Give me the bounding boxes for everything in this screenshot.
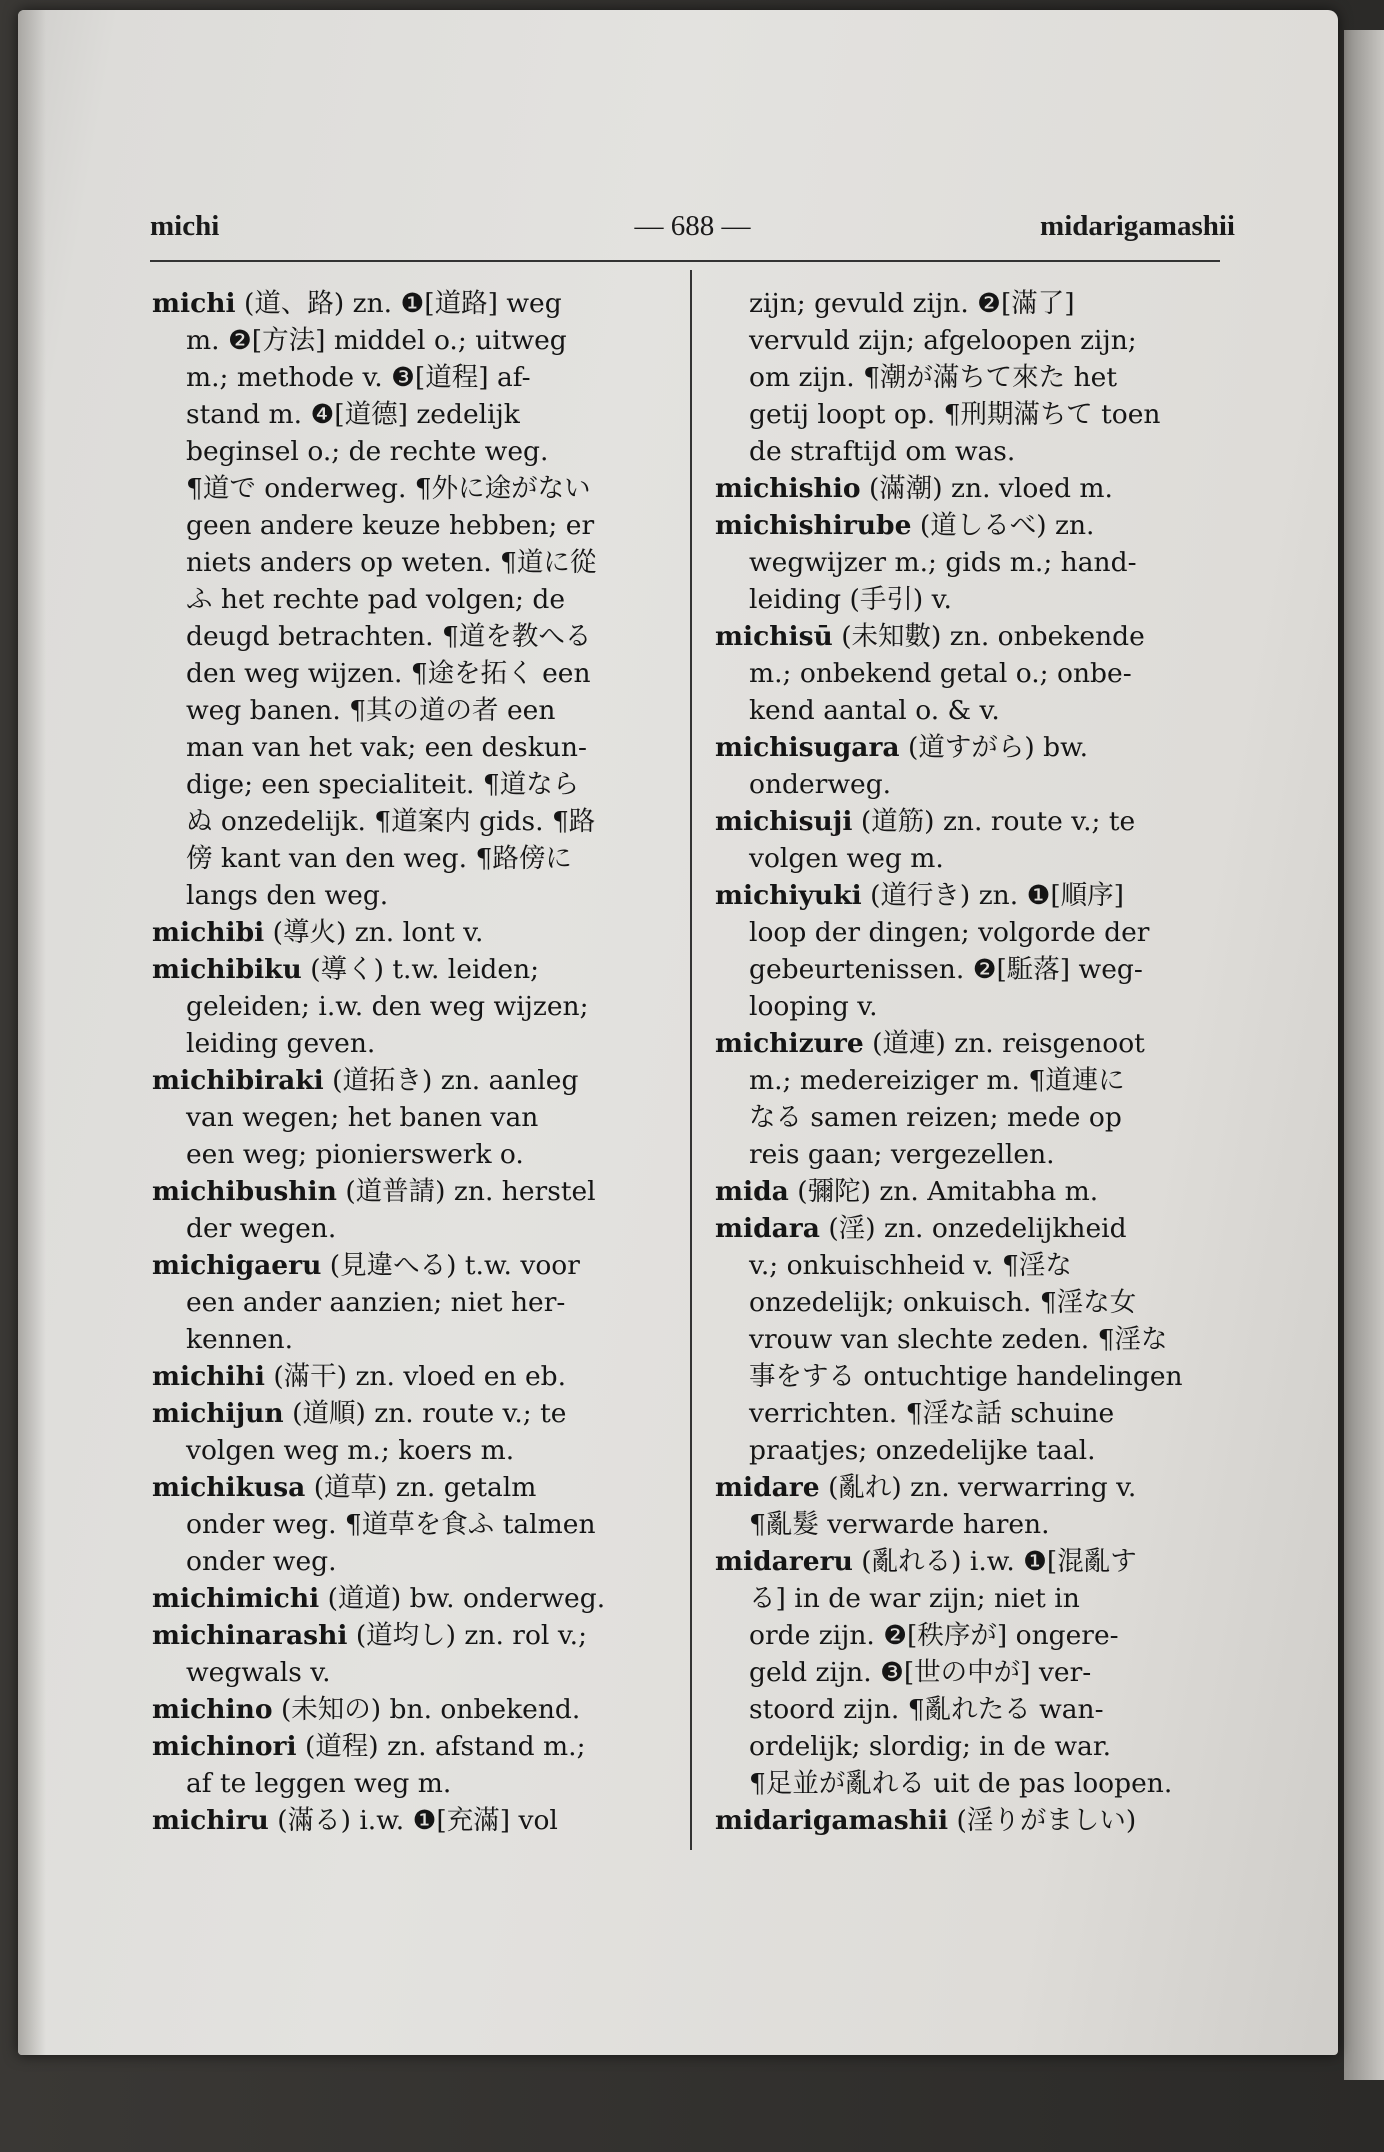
dictionary-line: michibi (導火) zn. lont v.: [152, 917, 484, 948]
dictionary-line: zijn; gevuld zijn. ❷[滿了]: [749, 288, 1075, 319]
column-divider: [690, 270, 692, 1850]
dictionary-line: geld zijn. ❸[世の中が] ver-: [749, 1657, 1092, 1688]
dictionary-line: langs den weg.: [186, 880, 389, 911]
dictionary-line: kend aantal o. & v.: [749, 695, 1000, 726]
dictionary-line: ふ het rechte pad volgen; de: [186, 584, 566, 615]
dictionary-line: volgen weg m.: [749, 843, 944, 874]
dictionary-line: de straftijd om was.: [749, 436, 1016, 467]
dictionary-line: 事をする ontuchtige handelingen: [749, 1361, 1183, 1392]
dictionary-line: loop der dingen; volgorde der: [749, 917, 1150, 948]
right-column: [715, 285, 1220, 1839]
dictionary-line: michihi (滿干) zn. vloed en eb.: [152, 1361, 567, 1392]
dictionary-line: る] in de war zijn; niet in: [749, 1583, 1080, 1614]
dictionary-line: beginsel o.; de rechte weg.: [186, 436, 549, 467]
dictionary-line: ordelijk; slordig; in de war.: [749, 1731, 1111, 1762]
dictionary-line: deugd betrachten. ¶道を教へる: [186, 621, 592, 652]
dictionary-line: onder weg.: [186, 1546, 337, 1577]
dictionary-line: gebeurtenissen. ❷[駈落] weg-: [749, 954, 1143, 985]
dictionary-line: midarigamashii (淫りがましい): [715, 1805, 1137, 1836]
dictionary-line: michikusa (道草) zn. getalm: [152, 1472, 537, 1503]
dictionary-line: getij loopt op. ¶刑期滿ちて toen: [749, 399, 1161, 430]
dictionary-line: praatjes; onzedelijke taal.: [749, 1435, 1096, 1466]
dictionary-line: m.; medereiziger m. ¶道連に: [749, 1065, 1125, 1096]
dictionary-line: vervuld zijn; afgeloopen zijn;: [749, 325, 1137, 356]
dictionary-line: michino (未知の) bn. onbekend.: [152, 1694, 581, 1725]
dictionary-line: michizure (道連) zn. reisgenoot: [715, 1028, 1145, 1059]
header-last-entry: midarigamashii: [1040, 210, 1235, 242]
dictionary-line: mida (彌陀) zn. Amitabha m.: [715, 1176, 1099, 1207]
page-number: — 688 —: [634, 210, 751, 242]
dictionary-line: vrouw van slechte zeden. ¶淫な: [749, 1324, 1168, 1355]
dictionary-line: onzedelijk; onkuisch. ¶淫な女: [749, 1287, 1137, 1318]
dictionary-line: michisū (未知數) zn. onbekende: [715, 621, 1145, 652]
header-first-entry: michi: [150, 210, 220, 242]
dictionary-line: stand m. ❹[道德] zedelijk: [186, 399, 520, 430]
dictionary-line: ¶亂髮 verwarde haren.: [749, 1509, 1050, 1540]
dictionary-line: onder weg. ¶道草を食ふ talmen: [186, 1509, 596, 1540]
dictionary-line: een ander aanzien; niet her-: [186, 1287, 566, 1318]
dictionary-line: van wegen; het banen van: [186, 1102, 539, 1133]
dictionary-line: 傍 kant van den weg. ¶路傍に: [186, 843, 572, 874]
dictionary-line: wegwals v.: [186, 1657, 331, 1688]
dictionary-line: leiding geven.: [186, 1028, 376, 1059]
dictionary-line: dige; een specialiteit. ¶道なら: [186, 769, 580, 800]
dictionary-line: michisuji (道筋) zn. route v.; te: [715, 806, 1136, 837]
dictionary-line: michiyuki (道行き) zn. ❶[順序]: [715, 880, 1125, 911]
dictionary-line: af te leggen weg m.: [186, 1768, 452, 1799]
dictionary-line: michishirube (道しるべ) zn.: [715, 510, 1095, 541]
header-rule: [150, 260, 1220, 262]
dictionary-line: ¶道で onderweg. ¶外に途がない: [186, 473, 591, 504]
dictionary-line: michinori (道程) zn. afstand m.;: [152, 1731, 586, 1762]
dictionary-line: leiding (手引) v.: [749, 584, 952, 615]
dictionary-line: michisugara (道すがら) bw.: [715, 732, 1089, 763]
dictionary-line: michibiku (導く) t.w. leiden;: [152, 954, 540, 985]
dictionary-line: kennen.: [186, 1324, 294, 1355]
dictionary-line: geleiden; i.w. den weg wijzen;: [186, 991, 589, 1022]
dictionary-line: michimichi (道道) bw. onderweg.: [152, 1583, 606, 1614]
dictionary-line: weg banen. ¶其の道の者 een: [186, 695, 556, 726]
dictionary-line: stoord zijn. ¶亂れたる wan-: [749, 1694, 1104, 1725]
dictionary-line: midare (亂れ) zn. verwarring v.: [715, 1472, 1137, 1503]
dictionary-line: michinarashi (道均し) zn. rol v.;: [152, 1620, 588, 1651]
dictionary-line: なる samen reizen; mede op: [749, 1102, 1122, 1133]
dictionary-line: verrichten. ¶淫な話 schuine: [749, 1398, 1115, 1429]
dictionary-line: m.; onbekend getal o.; onbe-: [749, 658, 1132, 689]
dictionary-line: michigaeru (見違へる) t.w. voor: [152, 1250, 580, 1281]
dictionary-line: der wegen.: [186, 1213, 337, 1244]
dictionary-line: wegwijzer m.; gids m.; hand-: [749, 547, 1137, 578]
left-column: [152, 285, 670, 1839]
dictionary-line: om zijn. ¶潮が滿ちて來た het: [749, 362, 1117, 393]
dictionary-line: ぬ onzedelijk. ¶道案内 gids. ¶路: [186, 806, 596, 837]
dictionary-line: michishio (滿潮) zn. vloed m.: [715, 473, 1113, 504]
dictionary-line: den weg wijzen. ¶途を拓く een: [186, 658, 591, 689]
dictionary-line: looping v.: [749, 991, 878, 1022]
dictionary-line: michijun (道順) zn. route v.; te: [152, 1398, 567, 1429]
dictionary-line: niets anders op weten. ¶道に從: [186, 547, 597, 578]
running-head: [150, 210, 1235, 254]
next-page-edge: [1344, 30, 1384, 2080]
dictionary-line: een weg; pionierswerk o.: [186, 1139, 524, 1170]
dictionary-line: orde zijn. ❷[秩序が] ongere-: [749, 1620, 1119, 1651]
dictionary-line: ¶足並が亂れる uit de pas loopen.: [749, 1768, 1173, 1799]
dictionary-line: geen andere keuze hebben; er: [186, 510, 595, 541]
dictionary-line: m. ❷[方法] middel o.; uitweg: [186, 325, 567, 356]
dictionary-line: midareru (亂れる) i.w. ❶[混亂す: [715, 1546, 1137, 1577]
dictionary-line: michi (道、路) zn. ❶[道路] weg: [152, 288, 562, 319]
dictionary-line: michibiraki (道拓き) zn. aanleg: [152, 1065, 579, 1096]
dictionary-line: man van het vak; een deskun-: [186, 732, 587, 763]
dictionary-line: midara (淫) zn. onzedelijkheid: [715, 1213, 1127, 1244]
dictionary-line: reis gaan; vergezellen.: [749, 1139, 1055, 1170]
dictionary-line: michibushin (道普請) zn. herstel: [152, 1176, 596, 1207]
dictionary-line: onderweg.: [749, 769, 892, 800]
dictionary-line: volgen weg m.; koers m.: [186, 1435, 515, 1466]
dictionary-line: v.; onkuischheid v. ¶淫な: [749, 1250, 1072, 1281]
dictionary-line: michiru (滿る) i.w. ❶[充滿] vol: [152, 1805, 558, 1836]
dictionary-line: m.; methode v. ❸[道程] af-: [186, 362, 531, 393]
